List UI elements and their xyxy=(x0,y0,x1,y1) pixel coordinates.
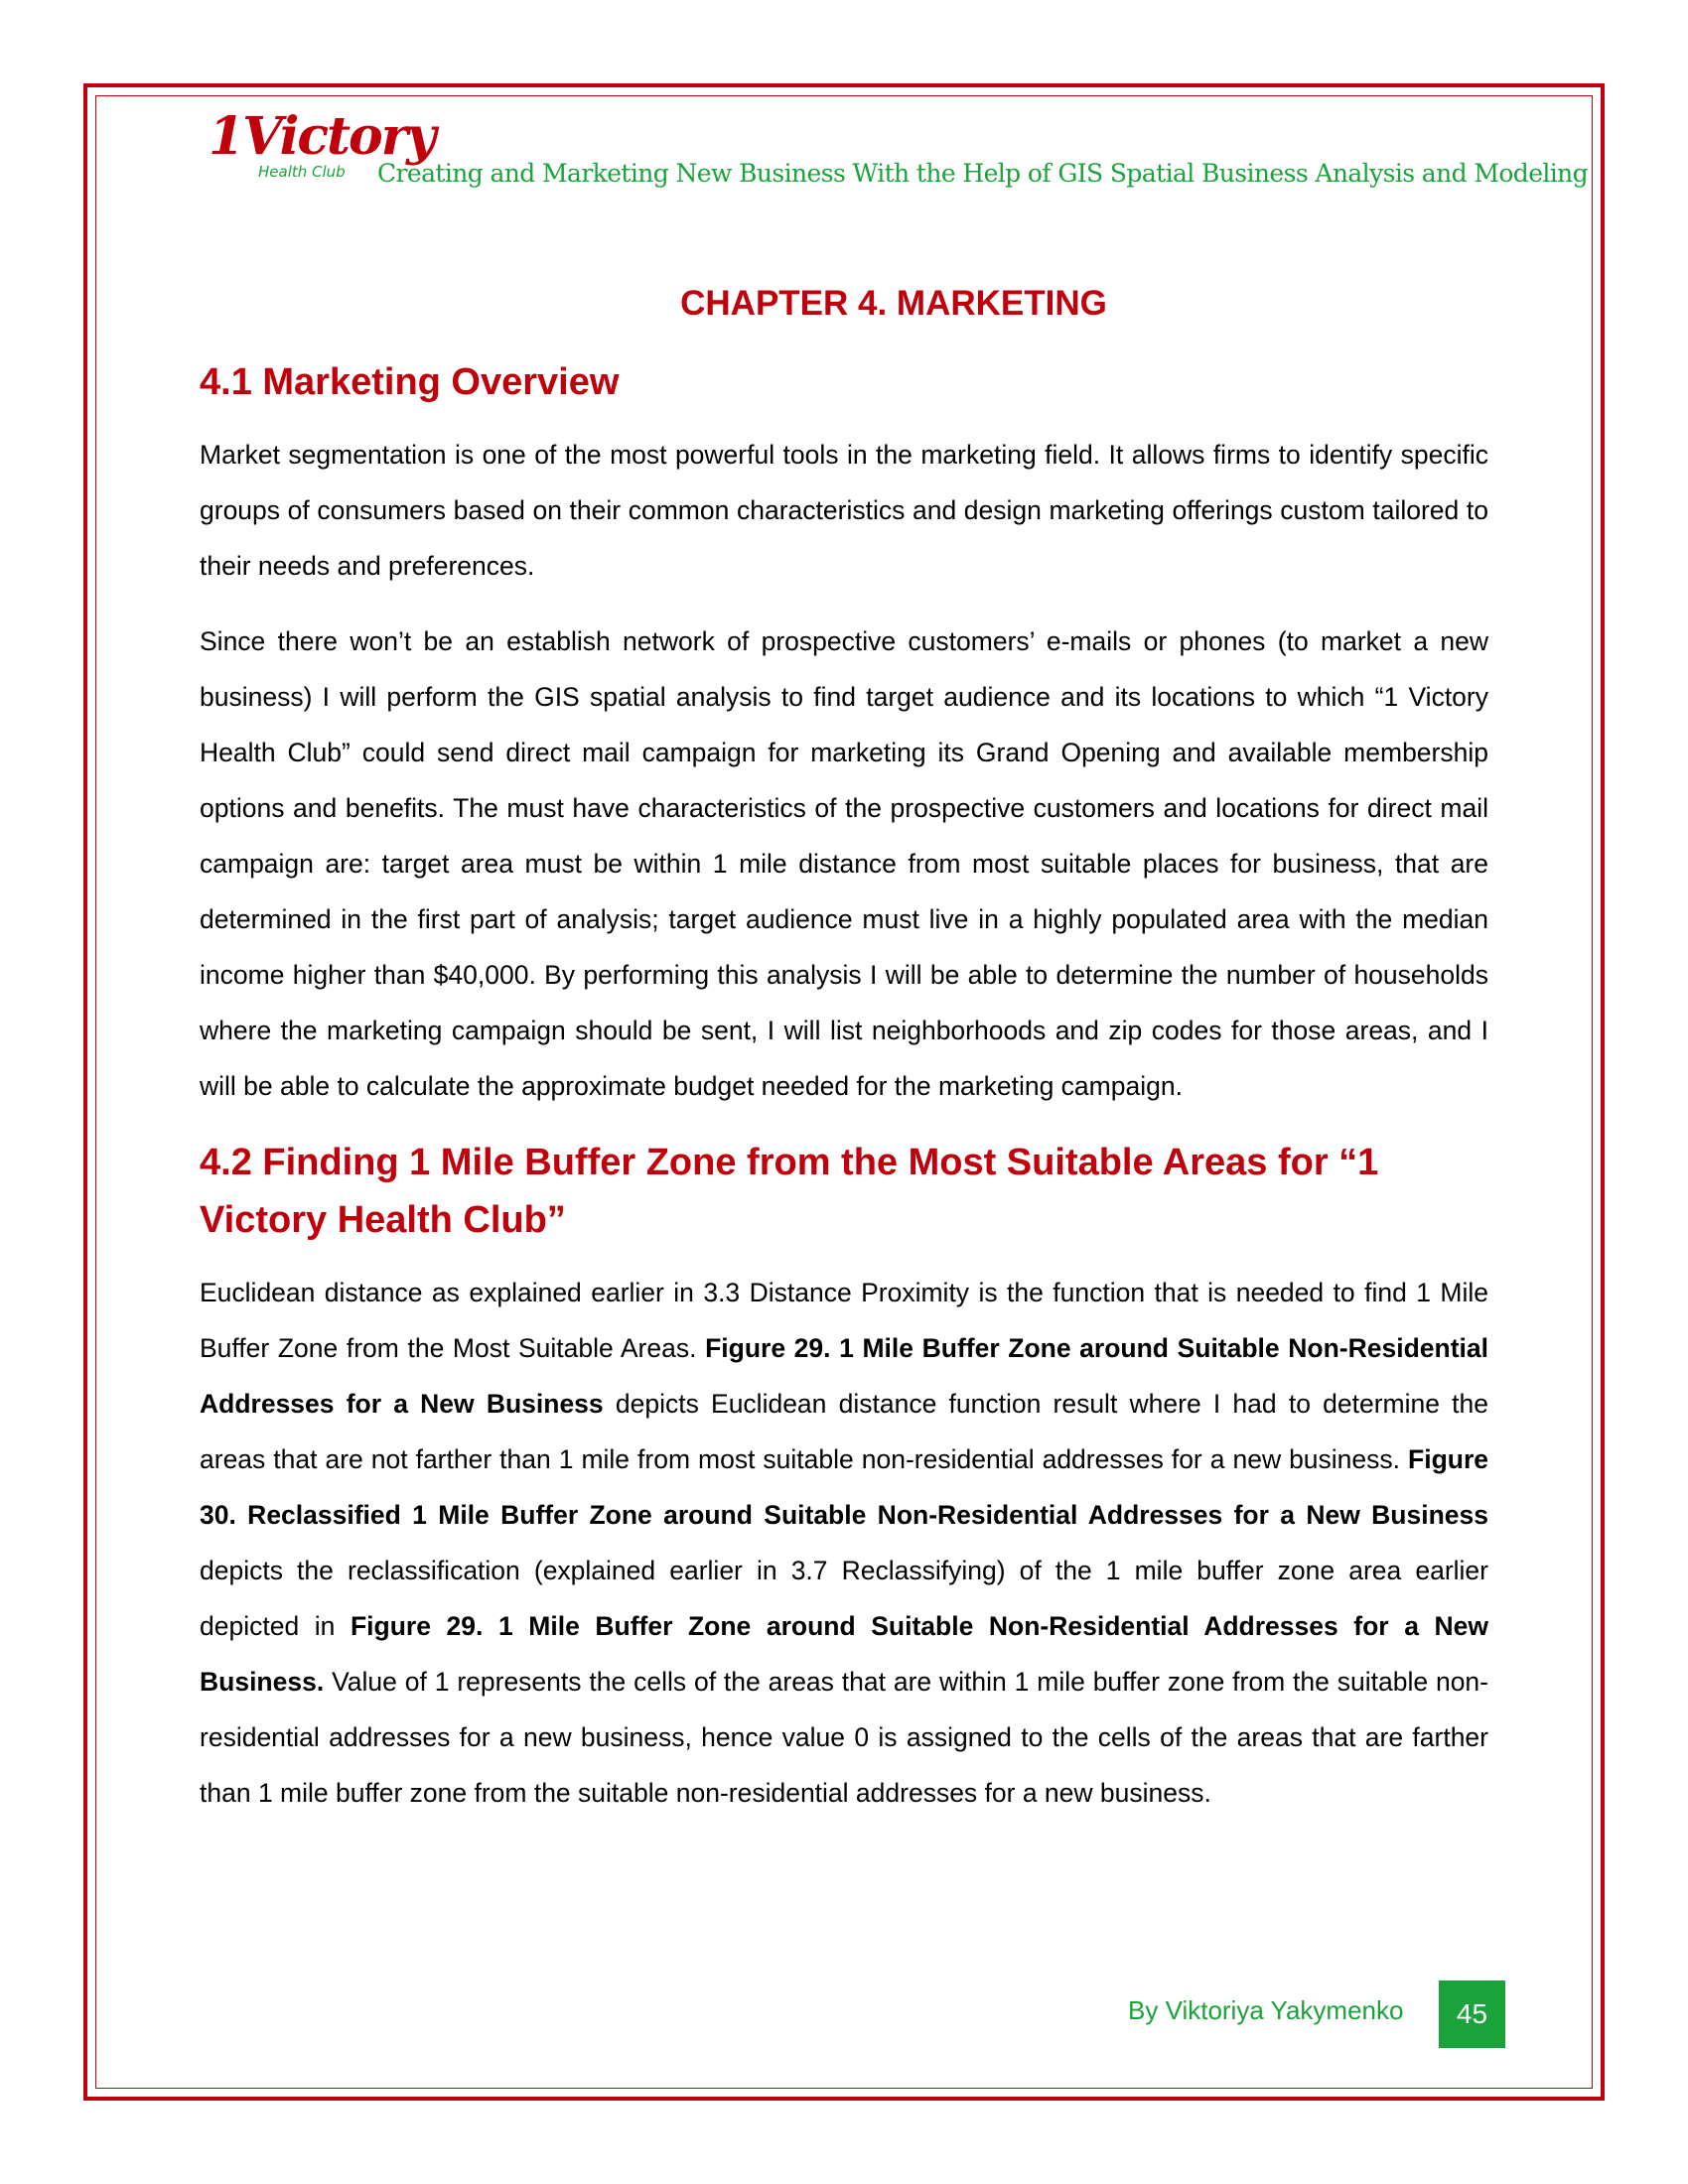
text-run: Euclidean distance as explained earlier in 3.3 Distance Proximity is the function that is needed to find 1 Mile Buffer Zone from the Most Suitable Areas. xyxy=(200,1278,1488,1363)
chapter-title: CHAPTER 4. MARKETING xyxy=(680,284,1107,323)
paragraph-gis-analysis: Since there won’t be an establish network of prospective customers’ e-mails or phones (to market a new business) I will perform the GIS spatial analysis to find target audience and its locations to which “1 Victory Health Club” could send direct mail campaign for marketing its Grand Opening and available membership options and benefits. The must have characteristics of the prospective customers and locations for direct mail campaign are: target area must be within 1 mile distance from most suitable places for business, that are determined in the first part of analysis; target audience must live in a highly populated area with the median income higher than $40,000. By performing this analysis I will be able to determine the number of households where the marketing campaign should be sent, I will list neighborhoods and zip codes for those areas, and I will be able to calculate the approximate budget needed for the marketing campaign. xyxy=(200,626,1488,1101)
section-heading-4-1: 4.1 Marketing Overview xyxy=(200,361,620,403)
figure-29-reference-repeat: Figure 29. 1 Mile Buffer Zone around Suitable Non-Residential Addresses for a New Business. xyxy=(200,1611,1489,1697)
text-run: depicts Euclidean distance function result where I had to determine the areas that are not farther than 1 mile from most suitable non-residential addresses for a new business. xyxy=(200,1389,1488,1474)
text-run: depicts the reclassification (explained earlier in 3.7 Reclassifying) of the 1 mile buffer zone area earlier depicted in xyxy=(200,1556,1488,1641)
figure-30-reference: Figure 30. Reclassified 1 Mile Buffer Zone around Suitable Non-Residential Addresses for a New Business xyxy=(200,1444,1488,1530)
page-number: 45 xyxy=(1456,1998,1488,2029)
running-header-title: Creating and Marketing New Business With the Help of GIS Spatial Business Analysis and Modeling xyxy=(377,159,1589,188)
logo-subtitle: Health Club xyxy=(258,163,346,181)
text-run: Value of 1 represents the cells of the areas that are within 1 mile buffer zone from the suitable non-residential addresses for a new business, hence value 0 is assigned to the cells of the areas that are farther than 1 mile buffer zone from the suitable non-residential addresses for a new business. xyxy=(200,1667,1488,1808)
club-logo xyxy=(209,106,435,191)
footer-author: By Viktoriya Yakymenko xyxy=(1128,1995,1404,2025)
logo-wordmark: 1Victory xyxy=(209,106,435,167)
paragraph-market-segmentation: Market segmentation is one of the most powerful tools in the marketing field. It allows firms to identify specific groups of consumers based on their common characteristics and design marketing offerings custom tailored to their needs and preferences. xyxy=(200,440,1488,581)
section-heading-4-2: 4.2 Finding 1 Mile Buffer Zone from the Most Suitable Areas for “1 Victory Health Club” xyxy=(200,1142,1379,1241)
paragraph-buffer-zone xyxy=(200,1265,1488,1821)
page-number-badge xyxy=(1439,1980,1505,2048)
page-content xyxy=(200,274,1488,1841)
figure-29-reference: Figure 29. 1 Mile Buffer Zone around Suitable Non-Residential Addresses for a New Business xyxy=(200,1333,1488,1419)
